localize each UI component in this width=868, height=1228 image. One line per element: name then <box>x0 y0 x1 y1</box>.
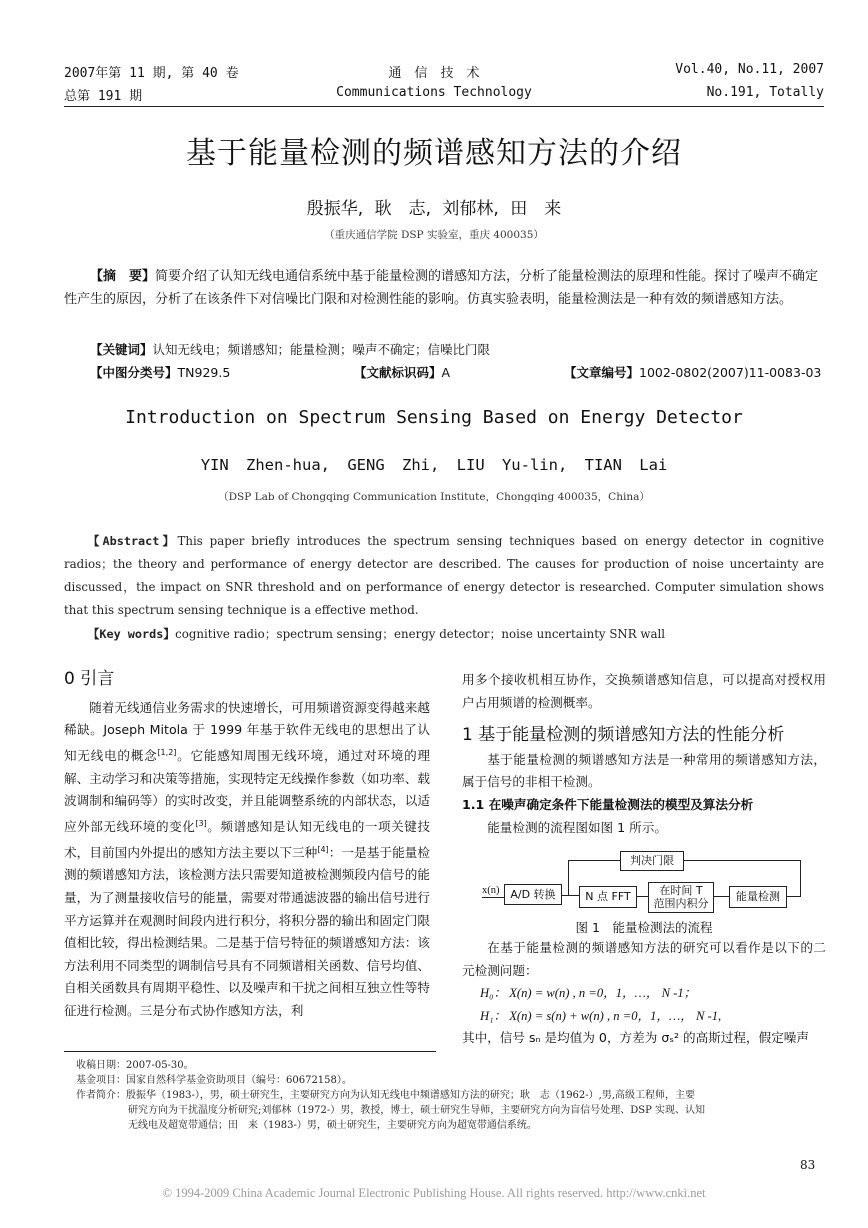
keywords-en-text: cognitive radio；spectrum sensing；energy detector；noise uncertainty SNR wall <box>175 627 666 641</box>
author-bio-1: 作者简介：殷振华（1983-），男，硕士研究生，主要研究方向为认知无线电中频谱感知方法的研究；耿 志（1962-）,男,高级工程师，主要 <box>76 1090 696 1101</box>
clc: 【中图分类号】TN929.5 <box>90 365 231 380</box>
article-number: 【文章编号】1002-0802(2007)11-0083-03 <box>564 365 822 380</box>
section-0-continuation: 用多个接收机相互协作，交换频谱感知信息，可以提高对授权用户占用频谱的检测概率。 <box>462 672 826 710</box>
abstract-cn-text: 简要介绍了认知无线电通信系统中基于能量检测的谱感知方法，分析了能量检测法的原理和性能。探讨了噪声不确定性产生的原因，分析了在该条件下对信噪比门限和对检测性能的影响。仿真实验表明，能量检测法是一种有效的频谱感知方法。 <box>64 269 819 307</box>
input-signal-label: x(n) <box>482 885 500 896</box>
journal-issue: 2007年第 11 期, 第 40 卷 <box>64 66 239 81</box>
hypothesis-h0: H₀： X(n) = w(n) , n =0，1，…， N -1； <box>480 986 697 1001</box>
citation[interactable]: [1,2] <box>157 747 177 757</box>
journal-total-issue: 总第 191 期 <box>64 89 143 104</box>
abstract-cn-label: 【摘 要】 <box>90 269 156 284</box>
energy-detection-block: 能量检测 <box>729 886 787 908</box>
footnote-rule <box>64 1051 436 1052</box>
english-affiliation: （DSP Lab of Chongqing Communication Institute，Chongqing 400035，China） <box>218 491 650 503</box>
right-column-lower <box>462 937 826 1050</box>
copyright-notice: © 1994-2009 China Academic Journal Electronic Publishing House. All rights reserved. http://www.cnki.net <box>162 1186 706 1200</box>
header-rule <box>64 106 824 107</box>
paper-authors: 殷振华, 耿 志, 刘郁林, 田 来 <box>306 199 562 219</box>
section-1-paragraph: 基于能量检测的频谱感知方法是一种常用的频谱感知方法，属于信号的非相干检测。 <box>462 751 826 790</box>
hypothesis-h1: H₁： X(n) = s(n) + w(n) , n =0，1，…， N -1, <box>480 1008 722 1023</box>
volume-info: Vol.40, No.11, 2007 <box>675 62 824 77</box>
figure-1-caption: 图 1 能量检测法的流程 <box>575 920 713 935</box>
keywords-en-label: 【Key words】 <box>87 627 176 641</box>
section-0-paragraph: 随着无线通信业务需求的快速增长，可用频谱资源变得越来越稀缺。Joseph Mitola 于 1999 年基于软件无线电的思想出了认知无线电的概念[1,2]。它能感知周围无线环境，通过对环境的理解、主动学习和决策等措施，实现特定无线操作参数（如功率、载波调制和编码等）的实时改变，并且能调整系统的内部状态，以适应外部无线环境的变化[3]。频谱感知是认知无线电的一项关键技术，目前国内外提出的感知方法主要以下三种[4]：一是基于能量检测的频谱感知方法，该检测方法只需要知道被检测频段内信号的能量，为了测量接收信号的能量，需要对带通滤波器的输出信号进行平方运算并在观测时间段内进行积分，将积分器的输出和固定门限值相比较，得出检测结果。二是基于信号特征的频谱感知方法：该方法利用不同类型的调制信号具有不同频谱相关函数、信号均值、自相关函数具有周期平稳性、以及噪声和干扰之间相互独立性等特征进行检测。三是分布式协作感知方法，利 <box>64 699 431 1018</box>
subsection-1-1-heading: 1.1 在噪声确定条件下能量检测法的模型及算法分析 <box>462 796 754 812</box>
english-authors: YIN Zhen-hua, GENG Zhi, LIU Yu-lin, TIAN Lai <box>200 456 668 474</box>
integrator-block: 在时间 T 范围内积分 <box>648 882 714 913</box>
funding: 基金项目：国家自然科学基金资助项目（编号：60672158）。 <box>76 1075 352 1086</box>
section-1-heading: 1 基于能量检测的频谱感知方法的性能分析 <box>462 725 785 746</box>
left-column <box>64 668 430 1022</box>
footnotes <box>76 1058 826 1133</box>
author-bio-2: 研究方向为干扰温度分析研究;刘郁林（1972-）男，教授，博士，硕士研究生导师，主要研究方向为盲信号处理、DSP 实现、认知 <box>128 1105 705 1116</box>
citation[interactable]: [3] <box>195 818 207 828</box>
journal-name-cn: 通 信 技 术 <box>388 66 480 81</box>
keywords-cn-text: 认知无线电；频谱感知；能量检测；噪声不确定；信噪比门限 <box>152 342 491 357</box>
right-column <box>462 669 826 839</box>
abstract-en-text: This paper briefly introduces the spectrum sensing techniques based on energy detector in cognitive radios；the theory and performance of energy detector are described. The causes for production of noise uncertainty are discussed，the impact on SNR threshold and on performance of energy detector is researched. Computer simulation shows that this spectrum sensing technique is a effective method. <box>64 534 824 617</box>
author-bio-3: 无线电及超宽带通信；田 来（1983-）男，硕士研究生，主要研究方向为超宽带通信系统。 <box>128 1120 537 1131</box>
paper-title: 基于能量检测的频谱感知方法的介绍 <box>186 136 682 171</box>
citation[interactable]: [4] <box>317 844 329 854</box>
page-number: 83 <box>800 1158 816 1172</box>
figure-intro: 能量检测的流程图如图 1 所示。 <box>487 819 667 835</box>
keywords-cn <box>64 340 850 358</box>
signal-model-text: 其中，信号 sₙ 是均值为 0，方差为 σₛ² 的高斯过程，假定噪声 <box>462 1030 809 1046</box>
abstract-cn <box>64 266 824 311</box>
ad-converter-block: A/D 转换 <box>504 884 562 905</box>
binary-detection-intro: 在基于能量检测的频谱感知方法的研究可以看作是以下的二元检测问题： <box>462 940 826 978</box>
fft-block: N 点 FFT <box>579 886 637 908</box>
keywords-en <box>64 625 824 642</box>
abstract-en <box>64 530 824 622</box>
english-title: Introduction on Spectrum Sensing Based on Energy Detector <box>125 407 743 428</box>
received-date: 收稿日期：2007-05-30。 <box>76 1060 194 1071</box>
total-info: No.191, Totally <box>706 85 824 100</box>
threshold-block: 判决门限 <box>620 851 684 871</box>
section-0-heading: 0 引言 <box>64 669 115 689</box>
paper-affiliation: （重庆通信学院 DSP 实验室，重庆 400035） <box>324 229 544 241</box>
journal-name-en: Communications Technology <box>336 85 532 100</box>
keywords-cn-label: 【关键词】 <box>90 342 153 357</box>
abstract-en-label: 【Abstract】 <box>87 534 178 548</box>
doc-code: 【文献标识码】A <box>354 365 451 380</box>
